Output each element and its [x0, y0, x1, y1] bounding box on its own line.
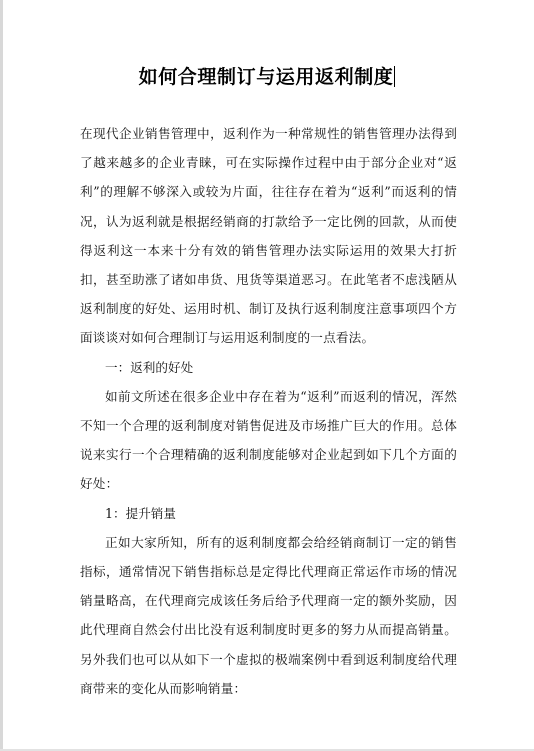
document-body[interactable] — [80, 119, 457, 703]
subsection-paragraph[interactable]: 正如大家所知，所有的返利制度都会给经销商制订一定的销售指标，通常情况下销售指标总是定得比代理商正常运作市场的情况销量略高，在代理商完成该任务后给予代理商一定的额外奖励，因此代理商自然会付出比没有返利制度时更多的努力从而提高销量。另外我们也可以从如下一个虚拟的极端案例中看到返利制度给代理商带来的变化从而影响销量： — [80, 534, 457, 696]
section-heading[interactable]: 一：返利的好处 — [105, 359, 194, 375]
subsection-heading[interactable]: 1：提升销量 — [105, 505, 176, 521]
document-title[interactable]: 如何合理制订与运用返利制度 — [138, 66, 394, 88]
intro-paragraph[interactable]: 在现代企业销售管理中，返利作为一种常规性的销售管理办法得到了越来越多的企业青睐，可在实际操作过程中由于部分企业对“返利”的理解不够深入或较为片面，往往存在着为“返利”而返利的情况，认为返利就是根据经销商的打款给予一定比例的回款，从而使得返利这一本来十分有效的销售管理办法实际运用的效果大打折扣，甚至助涨了诸如串货、甩货等渠道恶习。在此笔者不虑浅陋从返利制度的好处、运用时机、制订及执行返利制度注意事项四个方面谈谈对如何合理制订与运用返利制度的一点看法。 — [80, 126, 457, 346]
title-row[interactable] — [0, 62, 534, 89]
text-cursor — [394, 66, 395, 87]
page-left-edge — [0, 0, 3, 751]
section-paragraph[interactable]: 如前文所述在很多企业中存在着为“返利”而返利的情况，浑然不知一个合理的返利制度对销售促进及市场推广巨大的作用。总体说来实行一个合理精确的返利制度能够对企业起到如下几个方面的好处： — [80, 388, 457, 492]
